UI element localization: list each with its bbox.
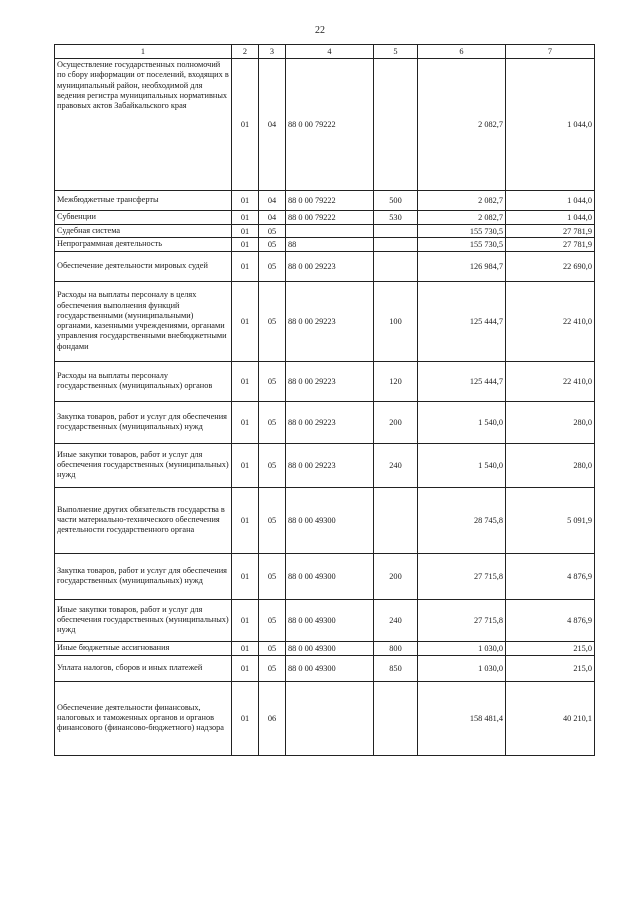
table-row: [55, 191, 595, 211]
column-header: 5: [374, 45, 418, 59]
expense-type-cell: 850: [374, 655, 418, 681]
expense-type-cell: 100: [374, 281, 418, 361]
expense-type-cell: 120: [374, 361, 418, 401]
table-row: [55, 641, 595, 655]
section-code-cell: 01: [232, 225, 259, 238]
column-header: 3: [259, 45, 286, 59]
amount-col7-cell: 40 210,1: [506, 681, 595, 755]
amount-col6-cell: 2 082,7: [418, 191, 506, 211]
row-name-cell: Обеспечение деятельности финансовых, налоговых и таможенных органов и органов финансового (финансово-бюджетного) надзора: [55, 681, 232, 755]
row-name-cell: Иные закупки товаров, работ и услуг для обеспечения государственных (муниципальных) нужд: [55, 443, 232, 487]
expense-type-cell: [374, 59, 418, 191]
amount-col6-cell: 27 715,8: [418, 553, 506, 599]
target-article-cell: 88 0 00 29223: [286, 361, 374, 401]
amount-col7-cell: 1 044,0: [506, 191, 595, 211]
table-row: [55, 401, 595, 443]
subsection-code-cell: 05: [259, 641, 286, 655]
subsection-code-cell: 05: [259, 225, 286, 238]
row-name-cell: Обеспечение деятельности мировых судей: [55, 251, 232, 281]
amount-col7-cell: 1 044,0: [506, 59, 595, 191]
subsection-code-cell: 05: [259, 487, 286, 553]
amount-col6-cell: 1 030,0: [418, 655, 506, 681]
row-name-cell: Расходы на выплаты персоналу государственных (муниципальных) органов: [55, 361, 232, 401]
amount-col7-cell: 280,0: [506, 401, 595, 443]
expense-type-cell: [374, 238, 418, 251]
subsection-code-cell: 05: [259, 553, 286, 599]
row-name-cell: Закупка товаров, работ и услуг для обеспечения государственных (муниципальных) нужд: [55, 401, 232, 443]
target-article-cell: 88 0 00 79222: [286, 211, 374, 225]
target-article-cell: 88 0 00 49300: [286, 487, 374, 553]
amount-col7-cell: 1 044,0: [506, 211, 595, 225]
expense-type-cell: [374, 487, 418, 553]
amount-col7-cell: 27 781,9: [506, 238, 595, 251]
column-header: 4: [286, 45, 374, 59]
target-article-cell: [286, 681, 374, 755]
amount-col7-cell: 22 410,0: [506, 361, 595, 401]
target-article-cell: 88 0 00 49300: [286, 599, 374, 641]
subsection-code-cell: 05: [259, 361, 286, 401]
target-article-cell: 88 0 00 29223: [286, 281, 374, 361]
amount-col7-cell: 5 091,9: [506, 487, 595, 553]
amount-col6-cell: 27 715,8: [418, 599, 506, 641]
amount-col6-cell: 155 730,5: [418, 225, 506, 238]
amount-col7-cell: 27 781,9: [506, 225, 595, 238]
expense-type-cell: 240: [374, 599, 418, 641]
table-row: [55, 655, 595, 681]
row-name-cell: Межбюджетные трансферты: [55, 191, 232, 211]
amount-col7-cell: 22 690,0: [506, 251, 595, 281]
amount-col7-cell: 215,0: [506, 655, 595, 681]
subsection-code-cell: 05: [259, 599, 286, 641]
subsection-code-cell: 05: [259, 401, 286, 443]
amount-col7-cell: 4 876,9: [506, 599, 595, 641]
section-code-cell: 01: [232, 281, 259, 361]
amount-col7-cell: 22 410,0: [506, 281, 595, 361]
subsection-code-cell: 04: [259, 59, 286, 191]
expense-type-cell: 530: [374, 211, 418, 225]
target-article-cell: 88 0 00 79222: [286, 191, 374, 211]
amount-col6-cell: 1 540,0: [418, 443, 506, 487]
subsection-code-cell: 05: [259, 238, 286, 251]
expense-type-cell: 800: [374, 641, 418, 655]
column-header: 1: [55, 45, 232, 59]
row-name-cell: Субвенции: [55, 211, 232, 225]
target-article-cell: 88 0 00 49300: [286, 553, 374, 599]
expense-type-cell: 200: [374, 553, 418, 599]
amount-col6-cell: 155 730,5: [418, 238, 506, 251]
target-article-cell: 88 0 00 49300: [286, 655, 374, 681]
amount-col6-cell: 125 444,7: [418, 361, 506, 401]
row-name-cell: Иные закупки товаров, работ и услуг для обеспечения государственных (муниципальных) нужд: [55, 599, 232, 641]
budget-table: [54, 44, 595, 756]
expense-type-cell: [374, 251, 418, 281]
section-code-cell: 01: [232, 487, 259, 553]
section-code-cell: 01: [232, 401, 259, 443]
target-article-cell: 88 0 00 29223: [286, 251, 374, 281]
expense-type-cell: [374, 681, 418, 755]
table-row: [55, 225, 595, 238]
section-code-cell: 01: [232, 59, 259, 191]
table-row: [55, 487, 595, 553]
subsection-code-cell: 04: [259, 211, 286, 225]
row-name-cell: Расходы на выплаты персоналу в целях обеспечения выполнения функций государственными (муниципальными) органами, казенными учреждениями, органами управления государственными внебюджетными фондами: [55, 281, 232, 361]
table-row: [55, 251, 595, 281]
section-code-cell: 01: [232, 211, 259, 225]
section-code-cell: 01: [232, 655, 259, 681]
subsection-code-cell: 05: [259, 281, 286, 361]
column-header: 6: [418, 45, 506, 59]
amount-col6-cell: 28 745,8: [418, 487, 506, 553]
section-code-cell: 01: [232, 599, 259, 641]
table-row: [55, 553, 595, 599]
section-code-cell: 01: [232, 553, 259, 599]
expense-type-cell: 500: [374, 191, 418, 211]
row-name-cell: Выполнение других обязательств государства в части материально-технического обеспечения деятельности государственного органа: [55, 487, 232, 553]
subsection-code-cell: 05: [259, 443, 286, 487]
target-article-cell: 88: [286, 238, 374, 251]
section-code-cell: 01: [232, 191, 259, 211]
amount-col7-cell: 4 876,9: [506, 553, 595, 599]
section-code-cell: 01: [232, 238, 259, 251]
expense-type-cell: 240: [374, 443, 418, 487]
target-article-cell: 88 0 00 79222: [286, 59, 374, 191]
column-header: 2: [232, 45, 259, 59]
table-row: [55, 443, 595, 487]
subsection-code-cell: 04: [259, 191, 286, 211]
target-article-cell: 88 0 00 49300: [286, 641, 374, 655]
amount-col6-cell: 2 082,7: [418, 59, 506, 191]
row-name-cell: Уплата налогов, сборов и иных платежей: [55, 655, 232, 681]
table-header-row: [55, 45, 595, 59]
table-row: [55, 361, 595, 401]
table-row: [55, 211, 595, 225]
target-article-cell: 88 0 00 29223: [286, 443, 374, 487]
amount-col6-cell: 125 444,7: [418, 281, 506, 361]
amount-col7-cell: 215,0: [506, 641, 595, 655]
row-name-cell: Осуществление государственных полномочий по сбору информации от поселений, входящих в муниципальный район, необходимой для ведения регистра муниципальных нормативных правовых актов Забайкальского края: [55, 59, 232, 191]
subsection-code-cell: 05: [259, 251, 286, 281]
section-code-cell: 01: [232, 641, 259, 655]
table-row: [55, 281, 595, 361]
amount-col7-cell: 280,0: [506, 443, 595, 487]
column-header: 7: [506, 45, 595, 59]
amount-col6-cell: 2 082,7: [418, 211, 506, 225]
section-code-cell: 01: [232, 251, 259, 281]
target-article-cell: [286, 225, 374, 238]
row-name-cell: Иные бюджетные ассигнования: [55, 641, 232, 655]
section-code-cell: 01: [232, 443, 259, 487]
row-name-cell: Судебная система: [55, 225, 232, 238]
expense-type-cell: [374, 225, 418, 238]
table-row: [55, 238, 595, 251]
section-code-cell: 01: [232, 361, 259, 401]
page-number: 22: [315, 25, 325, 36]
table-row: [55, 681, 595, 755]
table-row: [55, 599, 595, 641]
row-name-cell: Закупка товаров, работ и услуг для обеспечения государственных (муниципальных) нужд: [55, 553, 232, 599]
amount-col6-cell: 126 984,7: [418, 251, 506, 281]
subsection-code-cell: 06: [259, 681, 286, 755]
section-code-cell: 01: [232, 681, 259, 755]
amount-col6-cell: 1 030,0: [418, 641, 506, 655]
row-name-cell: Непрограммная деятельность: [55, 238, 232, 251]
amount-col6-cell: 158 481,4: [418, 681, 506, 755]
amount-col6-cell: 1 540,0: [418, 401, 506, 443]
table-row: [55, 59, 595, 191]
subsection-code-cell: 05: [259, 655, 286, 681]
expense-type-cell: 200: [374, 401, 418, 443]
target-article-cell: 88 0 00 29223: [286, 401, 374, 443]
